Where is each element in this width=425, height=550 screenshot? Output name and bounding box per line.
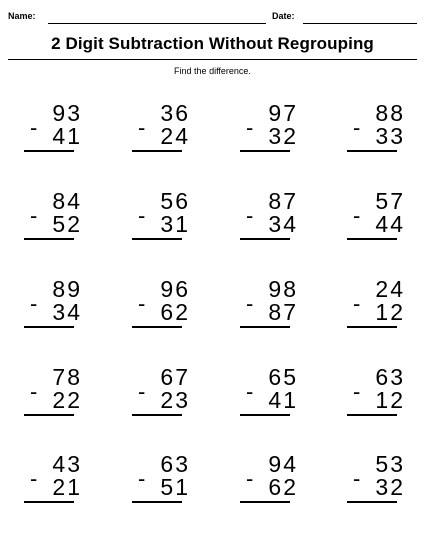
minuend: 36 <box>160 100 190 126</box>
subtraction-problem <box>24 453 84 513</box>
answer-line[interactable] <box>132 326 182 328</box>
minuend: 63 <box>375 364 405 390</box>
answer-line[interactable] <box>347 238 397 240</box>
minuend: 96 <box>160 276 190 302</box>
subtraction-problem <box>240 366 300 426</box>
subtraction-problem <box>347 453 407 513</box>
answer-line[interactable] <box>132 414 182 416</box>
subtrahend: 62 <box>160 299 190 325</box>
date-line[interactable] <box>303 23 417 24</box>
minuend: 94 <box>268 451 298 477</box>
subtraction-problem <box>347 102 407 162</box>
minuend: 93 <box>52 100 82 126</box>
subtrahend: 21 <box>52 474 82 500</box>
name-label: Name: <box>8 11 36 21</box>
subtraction-problem <box>24 278 84 338</box>
subtrahend: 12 <box>375 299 405 325</box>
minuend: 43 <box>52 451 82 477</box>
answer-line[interactable] <box>240 238 290 240</box>
answer-line[interactable] <box>24 238 74 240</box>
answer-line[interactable] <box>132 501 182 503</box>
answer-line[interactable] <box>347 326 397 328</box>
subtraction-problem <box>132 190 192 250</box>
minus-sign: - <box>353 466 361 491</box>
minuend: 63 <box>160 451 190 477</box>
worksheet-title: 2 Digit Subtraction Without Regrouping <box>51 34 374 53</box>
minus-sign: - <box>30 466 38 491</box>
subtrahend: 34 <box>268 211 298 237</box>
answer-line[interactable] <box>347 501 397 503</box>
minuend: 88 <box>375 100 405 126</box>
minus-sign: - <box>138 203 146 228</box>
minuend: 87 <box>268 188 298 214</box>
subtraction-problem <box>132 453 192 513</box>
answer-line[interactable] <box>240 414 290 416</box>
date-label: Date: <box>272 11 295 21</box>
minuend: 98 <box>268 276 298 302</box>
subtrahend: 44 <box>375 211 405 237</box>
subtrahend: 41 <box>52 123 82 149</box>
minus-sign: - <box>138 115 146 140</box>
answer-line[interactable] <box>24 150 74 152</box>
subtrahend: 23 <box>160 387 190 413</box>
minus-sign: - <box>353 379 361 404</box>
minuend: 53 <box>375 451 405 477</box>
minus-sign: - <box>246 466 254 491</box>
subtraction-problem <box>347 366 407 426</box>
title-divider <box>8 59 417 60</box>
answer-line[interactable] <box>240 501 290 503</box>
subtraction-problem <box>132 278 192 338</box>
minus-sign: - <box>138 291 146 316</box>
minuend: 57 <box>375 188 405 214</box>
subtraction-problem <box>347 278 407 338</box>
subtrahend: 31 <box>160 211 190 237</box>
subtraction-problem <box>24 102 84 162</box>
minus-sign: - <box>246 115 254 140</box>
subtrahend: 32 <box>375 474 405 500</box>
minuend: 56 <box>160 188 190 214</box>
minus-sign: - <box>30 291 38 316</box>
subtrahend: 24 <box>160 123 190 149</box>
minus-sign: - <box>353 291 361 316</box>
minus-sign: - <box>246 379 254 404</box>
minuend: 24 <box>375 276 405 302</box>
subtraction-problem <box>24 190 84 250</box>
subtrahend: 41 <box>268 387 298 413</box>
subtrahend: 33 <box>375 123 405 149</box>
minuend: 84 <box>52 188 82 214</box>
minus-sign: - <box>246 291 254 316</box>
name-line[interactable] <box>48 23 266 24</box>
instruction-text: Find the difference. <box>174 66 251 76</box>
subtrahend: 87 <box>268 299 298 325</box>
answer-line[interactable] <box>132 238 182 240</box>
minus-sign: - <box>353 203 361 228</box>
subtrahend: 62 <box>268 474 298 500</box>
subtraction-problem <box>240 453 300 513</box>
minuend: 97 <box>268 100 298 126</box>
subtraction-problem <box>132 102 192 162</box>
minus-sign: - <box>30 203 38 228</box>
answer-line[interactable] <box>24 326 74 328</box>
answer-line[interactable] <box>24 501 74 503</box>
answer-line[interactable] <box>347 414 397 416</box>
minus-sign: - <box>353 115 361 140</box>
answer-line[interactable] <box>347 150 397 152</box>
minus-sign: - <box>30 115 38 140</box>
minuend: 78 <box>52 364 82 390</box>
minus-sign: - <box>138 379 146 404</box>
subtrahend: 32 <box>268 123 298 149</box>
minus-sign: - <box>138 466 146 491</box>
answer-line[interactable] <box>24 414 74 416</box>
subtraction-problem <box>240 102 300 162</box>
subtrahend: 12 <box>375 387 405 413</box>
subtraction-problem <box>347 190 407 250</box>
subtrahend: 34 <box>52 299 82 325</box>
subtrahend: 22 <box>52 387 82 413</box>
minus-sign: - <box>246 203 254 228</box>
subtrahend: 52 <box>52 211 82 237</box>
minuend: 65 <box>268 364 298 390</box>
minuend: 67 <box>160 364 190 390</box>
subtraction-problem <box>132 366 192 426</box>
subtraction-problem <box>240 278 300 338</box>
answer-line[interactable] <box>240 150 290 152</box>
answer-line[interactable] <box>132 150 182 152</box>
subtrahend: 51 <box>160 474 190 500</box>
minuend: 89 <box>52 276 82 302</box>
answer-line[interactable] <box>240 326 290 328</box>
subtraction-problem <box>240 190 300 250</box>
subtraction-problem <box>24 366 84 426</box>
minus-sign: - <box>30 379 38 404</box>
